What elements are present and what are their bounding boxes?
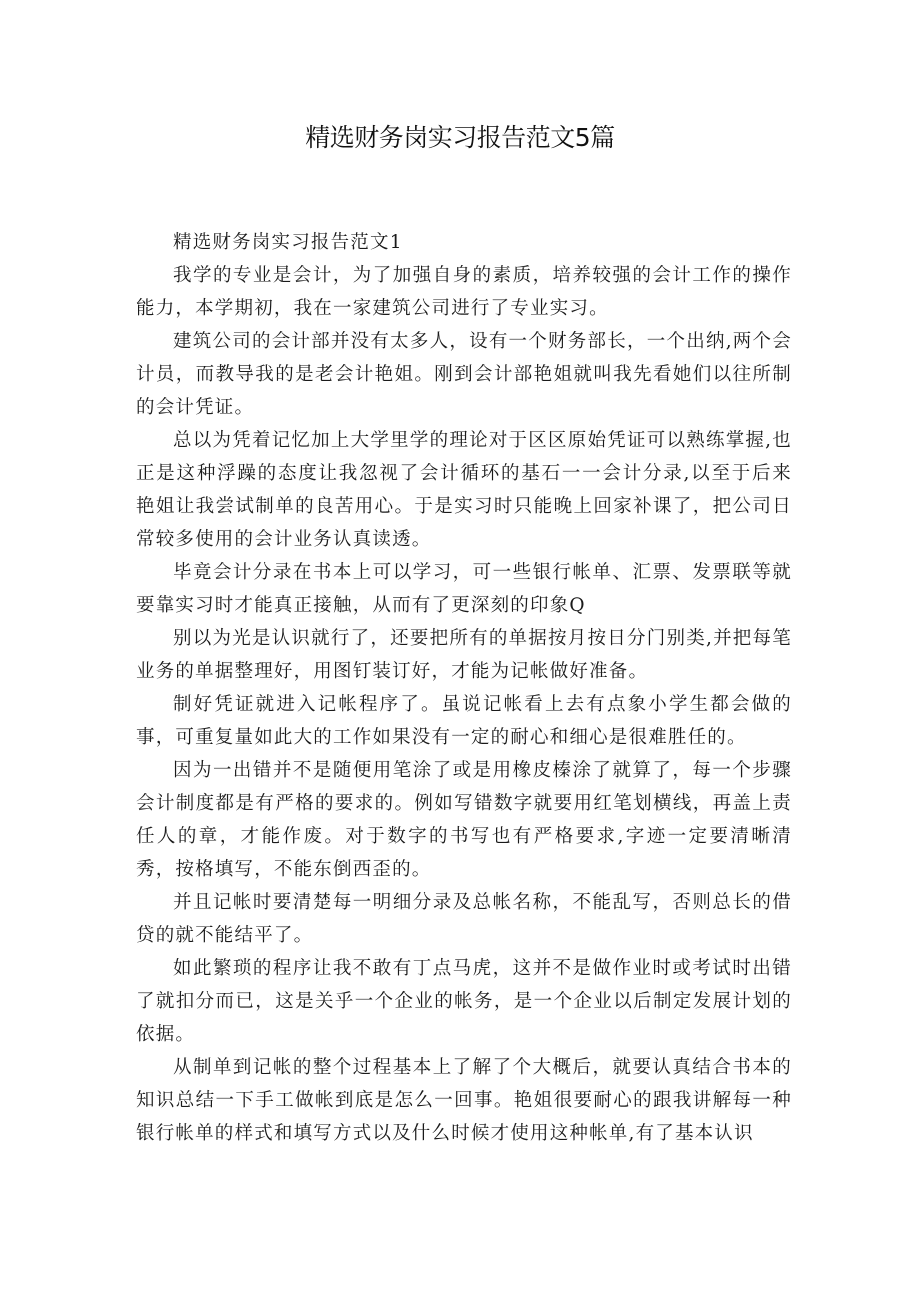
document-title: 精选财务岗实习报告范文5篇 [305,123,615,152]
paragraph: 我学的专业是会计，为了加强自身的素质，培养较强的会计工作的操作能力，本学期初，我在一家建筑公司进行了专业实习。 [136,265,792,319]
paragraph: 从制单到记帐的整个过程基本上了解了个大概后，就要认真结合书本的知识总结一下手工做帐到底是怎么一回事。艳姐很要耐心的跟我讲解每一种银行帐单的样式和填写方式以及什么时候才使用这种帐单,有了基本认识 [136,1057,792,1144]
paragraph: 毕竟会计分录在书本上可以学习，可一些银行帐单、汇票、发票联等就要靠实习时才能真正接触，从而有了更深刻的印象Q [136,562,792,616]
paragraph: 别以为光是认识就行了，还要把所有的单据按月按日分门别类,并把每笔业务的单据整理好，用图钉装订好，才能为记帐做好准备。 [136,628,792,682]
paragraph: 总以为凭着记忆加上大学里学的理论对于区区原始凭证可以熟练掌握,也正是这种浮躁的态度让我忽视了会计循环的基石一一会计分录,以至于后来艳姐让我尝试制单的良苦用心。于是实习时只能晚上回家补课了，把公司日常较多使用的会计业务认真读透。 [136,430,792,550]
paragraph: 并且记帐时要清楚每一明细分录及总帐名称，不能乱写，否则总长的借贷的就不能结平了。 [136,892,792,946]
paragraph: 因为一出错并不是随便用笔涂了或是用橡皮榛涂了就算了，每一个步骤会计制度都是有严格的要求的。例如写错数字就要用红笔划横线，再盖上责任人的章，才能作废。对于数字的书写也有严格要求,字迹一定要清晰清秀，按格填写，不能东倒西歪的。 [136,760,792,880]
paragraph: 制好凭证就进入记帐程序了。虽说记帐看上去有点象小学生都会做的事，可重复量如此大的工作如果没有一定的耐心和细心是很难胜任的。 [136,694,792,748]
paragraph: 如此繁琐的程序让我不敢有丁点马虎，这并不是做作业时或考试时出错了就扣分而已，这是关乎一个企业的帐务，是一个企业以后制定发展计划的依据。 [136,958,792,1045]
section-heading: 精选财务岗实习报告范文1 [173,232,403,253]
document-body [136,226,792,1150]
paragraph: 建筑公司的会计部并没有太多人，设有一个财务部长，一个出纳,两个会计员，而教导我的是老会计艳姐。刚到会计部艳姐就叫我先看她们以往所制的会计凭证。 [136,331,792,418]
